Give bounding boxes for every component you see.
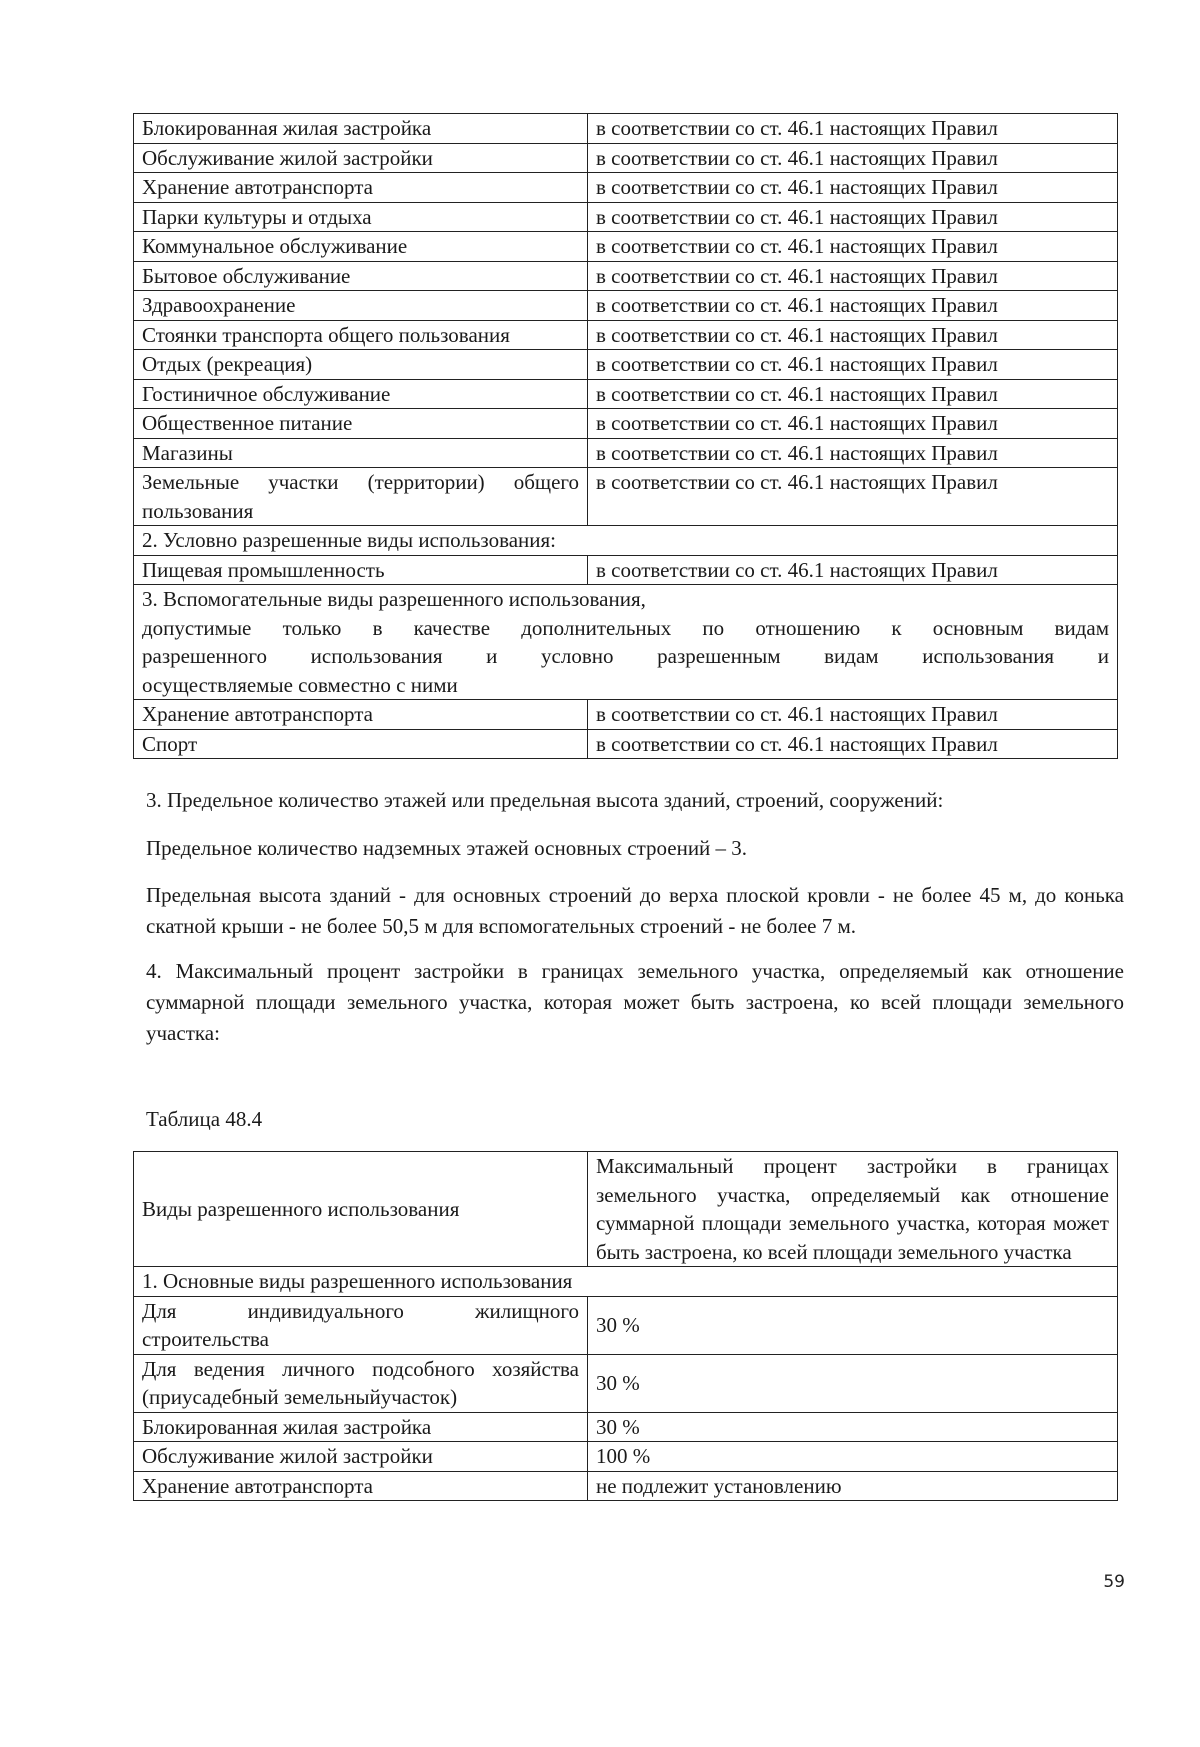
table-row (134, 143, 1118, 173)
column-header-use: Виды разрешенного использования (134, 1152, 588, 1267)
use-cell: Блокированная жилая застройка (134, 1412, 588, 1442)
use-cell: Бытовое обслуживание (134, 261, 588, 291)
table-row (134, 320, 1118, 350)
use-cell: Спорт (134, 729, 588, 759)
section-header-row (134, 1267, 1118, 1297)
value-cell: 30 % (588, 1412, 1118, 1442)
ref-cell: в соответствии со ст. 46.1 настоящих Правил (588, 409, 1118, 439)
table-row (134, 202, 1118, 232)
column-header-percent: Максимальный процент застройки в границах земельного участка, определяемый как отношение суммарной площади земельного участка, которая может быть застроена, ко всей площади земельного участка (588, 1152, 1118, 1267)
table-row (134, 468, 1118, 526)
table-row (134, 1412, 1118, 1442)
use-cell: Пищевая промышленность (134, 555, 588, 585)
value-cell: 30 % (588, 1354, 1118, 1412)
land-use-table (133, 113, 1118, 759)
section-header-row (134, 526, 1118, 556)
page-number: 59 (1103, 1572, 1125, 1592)
table-row (134, 409, 1118, 439)
table-row (134, 1296, 1118, 1354)
section-auxiliary-heading (134, 585, 1118, 700)
ref-cell: в соответствии со ст. 46.1 настоящих Правил (588, 232, 1118, 262)
section-header-row (134, 585, 1118, 700)
table-row (134, 1442, 1118, 1472)
table-row (134, 173, 1118, 203)
paragraph-coverage: 4. Максимальный процент застройки в границах земельного участка, определяемый как отношение суммарной площади земельного участка, которая может быть застроена, ко всей площади земельного участка: (146, 959, 1124, 1045)
ref-cell: в соответствии со ст. 46.1 настоящих Правил (588, 114, 1118, 144)
use-cell: Обслуживание жилой застройки (134, 143, 588, 173)
use-cell: Гостиничное обслуживание (134, 379, 588, 409)
use-cell: Земельные участки (территории) общего пользования (134, 468, 588, 526)
use-cell: Блокированная жилая застройка (134, 114, 588, 144)
table-caption: Таблица 48.4 (146, 1107, 263, 1131)
ref-cell: в соответствии со ст. 46.1 настоящих Правил (588, 143, 1118, 173)
use-cell: Для ведения личного подсобного хозяйства (приусадебный земельныйучасток) (134, 1354, 588, 1412)
section-conditional-heading: 2. Условно разрешенные виды использования: (134, 526, 1118, 556)
table-row (134, 555, 1118, 585)
section-auxiliary-title: 3. Вспомогательные виды разрешенного использования, (142, 587, 646, 611)
use-cell: Для индивидуального жилищного строительства (134, 1296, 588, 1354)
use-cell: Общественное питание (134, 409, 588, 439)
value-cell: не подлежит установлению (588, 1471, 1118, 1501)
use-cell: Обслуживание жилой застройки (134, 1442, 588, 1472)
use-cell: Стоянки транспорта общего пользования (134, 320, 588, 350)
table-row (134, 114, 1118, 144)
ref-cell: в соответствии со ст. 46.1 настоящих Правил (588, 700, 1118, 730)
use-cell: Магазины (134, 438, 588, 468)
table-row (134, 1354, 1118, 1412)
table-header-row (134, 1152, 1118, 1267)
ref-cell: в соответствии со ст. 46.1 настоящих Правил (588, 261, 1118, 291)
ref-cell: в соответствии со ст. 46.1 настоящих Правил (588, 729, 1118, 759)
value-cell: 30 % (588, 1296, 1118, 1354)
ref-cell: в соответствии со ст. 46.1 настоящих Правил (588, 202, 1118, 232)
use-cell: Хранение автотранспорта (134, 700, 588, 730)
section-main-heading: 1. Основные виды разрешенного использования (134, 1267, 1118, 1297)
ref-cell: в соответствии со ст. 46.1 настоящих Правил (588, 555, 1118, 585)
table-row (134, 291, 1118, 321)
use-cell: Отдых (рекреация) (134, 350, 588, 380)
table-row (134, 700, 1118, 730)
table-row (134, 438, 1118, 468)
use-cell: Хранение автотранспорта (134, 173, 588, 203)
ref-cell: в соответствии со ст. 46.1 настоящих Правил (588, 320, 1118, 350)
section-auxiliary-line: осуществляемые совместно с ними (142, 672, 458, 697)
use-cell: Здравоохранение (134, 291, 588, 321)
section-auxiliary-line: разрешенного использования и условно разрешенным видам использования и (142, 644, 1109, 668)
paragraph-height: Предельная высота зданий - для основных строений до верха плоской кровли - не более 45 м, до конька скатной крыши - не более 50,5 м для вспомогательных строений - не более 7 м. (146, 883, 1124, 938)
ref-cell: в соответствии со ст. 46.1 настоящих Правил (588, 379, 1118, 409)
ref-cell: в соответствии со ст. 46.1 настоящих Правил (588, 291, 1118, 321)
table-row (134, 350, 1118, 380)
table-row (134, 232, 1118, 262)
paragraph-floors-heading: 3. Предельное количество этажей или предельная высота зданий, строений, сооружений: (146, 788, 944, 812)
paragraph-floors: Предельное количество надземных этажей основных строений – 3. (146, 836, 748, 860)
value-cell: 100 % (588, 1442, 1118, 1472)
ref-cell: в соответствии со ст. 46.1 настоящих Правил (588, 438, 1118, 468)
coverage-table (133, 1151, 1118, 1501)
use-cell: Коммунальное обслуживание (134, 232, 588, 262)
table-row (134, 1471, 1118, 1501)
ref-cell: в соответствии со ст. 46.1 настоящих Правил (588, 173, 1118, 203)
table-row (134, 261, 1118, 291)
section-auxiliary-line: допустимые только в качестве дополнительных по отношению к основным видам (142, 615, 1109, 640)
ref-cell: в соответствии со ст. 46.1 настоящих Правил (588, 350, 1118, 380)
use-cell: Хранение автотранспорта (134, 1471, 588, 1501)
use-cell: Парки культуры и отдыха (134, 202, 588, 232)
table-row (134, 379, 1118, 409)
ref-cell: в соответствии со ст. 46.1 настоящих Правил (588, 468, 1118, 526)
table-row (134, 729, 1118, 759)
